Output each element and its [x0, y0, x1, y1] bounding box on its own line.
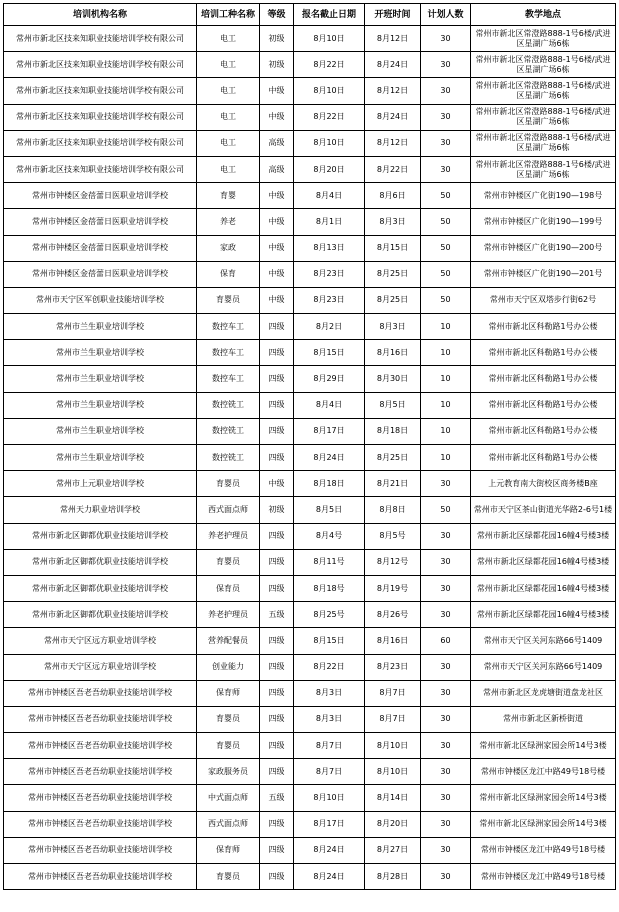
cell-start: 8月3日 — [365, 209, 421, 235]
cell-institution: 常州市新北区技来知职业技能培训学校有限公司 — [4, 26, 197, 52]
cell-location: 常州市天宁区茶山街道光华路2-6号1楼 — [471, 497, 616, 523]
cell-level: 中级 — [260, 287, 294, 313]
cell-planned: 30 — [421, 864, 471, 890]
cell-location: 常州市新北区科勒路1号办公楼 — [471, 418, 616, 444]
cell-trade: 电工 — [197, 156, 260, 182]
cell-institution: 常州市天宁区远方职业培训学校 — [4, 654, 197, 680]
cell-location: 常州市新北区科勒路1号办公楼 — [471, 314, 616, 340]
cell-start: 8月25日 — [365, 445, 421, 471]
cell-level: 四级 — [260, 340, 294, 366]
cell-institution: 常州市兰生职业培训学校 — [4, 366, 197, 392]
cell-trade: 保育 — [197, 261, 260, 287]
cell-level: 中级 — [260, 183, 294, 209]
table-row — [4, 314, 616, 340]
cell-trade: 数控车工 — [197, 366, 260, 392]
cell-deadline: 8月4号 — [294, 523, 365, 549]
table-row — [4, 680, 616, 706]
cell-start: 8月3日 — [365, 314, 421, 340]
cell-planned: 30 — [421, 104, 471, 130]
cell-location: 常州市新北区新桥街道 — [471, 706, 616, 732]
cell-start: 8月14日 — [365, 785, 421, 811]
cell-location: 常州市新北区常澄路888-1号6楼/武进区星湖广场6栋 — [471, 156, 616, 182]
cell-deadline: 8月15日 — [294, 340, 365, 366]
cell-level: 中级 — [260, 261, 294, 287]
cell-level: 四级 — [260, 811, 294, 837]
cell-institution: 常州市新北区技来知职业技能培训学校有限公司 — [4, 104, 197, 130]
cell-deadline: 8月10日 — [294, 130, 365, 156]
cell-institution: 常州市钟楼区金蓓蕾日医职业培训学校 — [4, 209, 197, 235]
cell-institution: 常州市兰生职业培训学校 — [4, 445, 197, 471]
cell-institution: 常州市兰生职业培训学校 — [4, 418, 197, 444]
cell-start: 8月16日 — [365, 340, 421, 366]
table-row — [4, 366, 616, 392]
table-row — [4, 104, 616, 130]
cell-start: 8月6日 — [365, 183, 421, 209]
cell-level: 初级 — [260, 52, 294, 78]
cell-trade: 西式面点师 — [197, 497, 260, 523]
cell-deadline: 8月20日 — [294, 156, 365, 182]
table-row — [4, 811, 616, 837]
table-row — [4, 602, 616, 628]
cell-start: 8月20日 — [365, 811, 421, 837]
cell-institution: 常州市钟楼区吾老吾幼职业技能培训学校 — [4, 864, 197, 890]
cell-level: 高级 — [260, 156, 294, 182]
cell-location: 常州市新北区绿洲家园会所14号3楼 — [471, 785, 616, 811]
cell-planned: 50 — [421, 209, 471, 235]
cell-planned: 30 — [421, 706, 471, 732]
table-row — [4, 706, 616, 732]
cell-location: 常州市新北区绿都花园16幢4号楼3楼 — [471, 549, 616, 575]
cell-start: 8月5号 — [365, 523, 421, 549]
cell-start: 8月12日 — [365, 78, 421, 104]
cell-level: 中级 — [260, 209, 294, 235]
cell-deadline: 8月25号 — [294, 602, 365, 628]
cell-trade: 保育师 — [197, 680, 260, 706]
cell-start: 8月12日 — [365, 130, 421, 156]
cell-deadline: 8月22日 — [294, 52, 365, 78]
table-row — [4, 497, 616, 523]
cell-institution: 常州市钟楼区吾老吾幼职业技能培训学校 — [4, 785, 197, 811]
cell-institution: 常州市天宁区远方职业培训学校 — [4, 628, 197, 654]
cell-deadline: 8月4日 — [294, 183, 365, 209]
cell-level: 高级 — [260, 130, 294, 156]
cell-institution: 常州市新北区技来知职业技能培训学校有限公司 — [4, 156, 197, 182]
table-row — [4, 156, 616, 182]
cell-start: 8月16日 — [365, 628, 421, 654]
cell-level: 四级 — [260, 759, 294, 785]
cell-start: 8月22日 — [365, 156, 421, 182]
table-row — [4, 523, 616, 549]
cell-planned: 50 — [421, 287, 471, 313]
cell-deadline: 8月23日 — [294, 261, 365, 287]
cell-location: 常州市钟楼区广化街190—199号 — [471, 209, 616, 235]
cell-deadline: 8月24日 — [294, 864, 365, 890]
cell-deadline: 8月3日 — [294, 680, 365, 706]
cell-planned: 30 — [421, 549, 471, 575]
cell-deadline: 8月18号 — [294, 575, 365, 601]
cell-level: 四级 — [260, 523, 294, 549]
cell-location: 常州市钟楼区广化街190—201号 — [471, 261, 616, 287]
cell-planned: 50 — [421, 235, 471, 261]
cell-location: 常州市新北区绿都花园16幢4号楼3楼 — [471, 523, 616, 549]
cell-institution: 常州市新北区御都优职业技能培训学校 — [4, 602, 197, 628]
cell-institution: 常州市钟楼区金蓓蕾日医职业培训学校 — [4, 261, 197, 287]
cell-deadline: 8月1日 — [294, 209, 365, 235]
cell-level: 五级 — [260, 785, 294, 811]
cell-deadline: 8月11号 — [294, 549, 365, 575]
header-institution: 培训机构名称 — [4, 4, 197, 26]
cell-planned: 30 — [421, 471, 471, 497]
cell-planned: 10 — [421, 340, 471, 366]
cell-deadline: 8月23日 — [294, 287, 365, 313]
cell-planned: 10 — [421, 445, 471, 471]
cell-trade: 育婴员 — [197, 549, 260, 575]
cell-start: 8月30日 — [365, 366, 421, 392]
cell-trade: 电工 — [197, 26, 260, 52]
cell-location: 常州市新北区常澄路888-1号6楼/武进区星湖广场6栋 — [471, 78, 616, 104]
cell-trade: 电工 — [197, 104, 260, 130]
cell-level: 四级 — [260, 366, 294, 392]
cell-deadline: 8月13日 — [294, 235, 365, 261]
cell-trade: 西式面点师 — [197, 811, 260, 837]
cell-deadline: 8月18日 — [294, 471, 365, 497]
table-row — [4, 418, 616, 444]
cell-level: 四级 — [260, 418, 294, 444]
cell-trade: 电工 — [197, 130, 260, 156]
cell-start: 8月27日 — [365, 837, 421, 863]
cell-institution: 常州市钟楼区吾老吾幼职业技能培训学校 — [4, 733, 197, 759]
header-level: 等级 — [260, 4, 294, 26]
cell-location: 常州市新北区科勒路1号办公楼 — [471, 445, 616, 471]
cell-start: 8月23日 — [365, 654, 421, 680]
cell-location: 常州市天宁区关河东路66号1409 — [471, 654, 616, 680]
cell-start: 8月12日 — [365, 26, 421, 52]
cell-planned: 30 — [421, 680, 471, 706]
cell-planned: 30 — [421, 575, 471, 601]
cell-planned: 50 — [421, 183, 471, 209]
cell-planned: 10 — [421, 418, 471, 444]
table-row — [4, 445, 616, 471]
header-start: 开班时间 — [365, 4, 421, 26]
cell-planned: 30 — [421, 785, 471, 811]
cell-deadline: 8月2日 — [294, 314, 365, 340]
cell-level: 初级 — [260, 497, 294, 523]
cell-institution: 常州市新北区技来知职业技能培训学校有限公司 — [4, 130, 197, 156]
cell-institution: 常州市兰生职业培训学校 — [4, 314, 197, 340]
table-row — [4, 471, 616, 497]
cell-deadline: 8月24日 — [294, 445, 365, 471]
cell-level: 中级 — [260, 78, 294, 104]
table-row — [4, 130, 616, 156]
cell-level: 四级 — [260, 654, 294, 680]
cell-trade: 育婴员 — [197, 733, 260, 759]
header-deadline: 报名截止日期 — [294, 4, 365, 26]
header-planned: 计划人数 — [421, 4, 471, 26]
cell-level: 中级 — [260, 235, 294, 261]
cell-level: 四级 — [260, 706, 294, 732]
cell-trade: 数控铣工 — [197, 445, 260, 471]
cell-institution: 常州市兰生职业培训学校 — [4, 392, 197, 418]
cell-planned: 10 — [421, 314, 471, 340]
cell-location: 常州市新北区绿都花园16幢4号楼3楼 — [471, 602, 616, 628]
cell-deadline: 8月29日 — [294, 366, 365, 392]
cell-start: 8月24日 — [365, 52, 421, 78]
cell-start: 8月18日 — [365, 418, 421, 444]
cell-start: 8月7日 — [365, 680, 421, 706]
cell-level: 四级 — [260, 837, 294, 863]
cell-level: 初级 — [260, 26, 294, 52]
cell-institution: 常州市上元职业培训学校 — [4, 471, 197, 497]
cell-level: 四级 — [260, 680, 294, 706]
table-row — [4, 785, 616, 811]
table-row — [4, 864, 616, 890]
training-schedule-table — [3, 3, 616, 890]
training-schedule-sheet — [3, 3, 616, 890]
table-row — [4, 26, 616, 52]
cell-planned: 10 — [421, 366, 471, 392]
cell-deadline: 8月4日 — [294, 392, 365, 418]
cell-trade: 电工 — [197, 78, 260, 104]
cell-location: 常州市新北区科勒路1号办公楼 — [471, 366, 616, 392]
cell-planned: 30 — [421, 26, 471, 52]
cell-location: 常州市新北区绿洲家园会所14号3楼 — [471, 811, 616, 837]
cell-level: 四级 — [260, 314, 294, 340]
cell-deadline: 8月17日 — [294, 811, 365, 837]
cell-trade: 养老护理员 — [197, 602, 260, 628]
cell-location: 常州市钟楼区广化街190—200号 — [471, 235, 616, 261]
table-row — [4, 759, 616, 785]
table-row — [4, 654, 616, 680]
cell-deadline: 8月24日 — [294, 837, 365, 863]
cell-planned: 30 — [421, 759, 471, 785]
cell-trade: 养老 — [197, 209, 260, 235]
cell-trade: 数控车工 — [197, 314, 260, 340]
table-row — [4, 183, 616, 209]
cell-deadline: 8月5日 — [294, 497, 365, 523]
cell-trade: 保育师 — [197, 837, 260, 863]
cell-start: 8月12号 — [365, 549, 421, 575]
table-row — [4, 549, 616, 575]
cell-location: 常州市新北区科勒路1号办公楼 — [471, 340, 616, 366]
header-trade: 培训工种名称 — [197, 4, 260, 26]
cell-institution: 常州市新北区御都优职业技能培训学校 — [4, 549, 197, 575]
cell-start: 8月25日 — [365, 261, 421, 287]
cell-institution: 常州市钟楼区金蓓蕾日医职业培训学校 — [4, 235, 197, 261]
cell-level: 四级 — [260, 445, 294, 471]
cell-location: 常州市新北区绿洲家园会所14号3楼 — [471, 733, 616, 759]
cell-planned: 50 — [421, 261, 471, 287]
table-row — [4, 837, 616, 863]
table-row — [4, 733, 616, 759]
cell-trade: 营养配餐员 — [197, 628, 260, 654]
header-location: 教学地点 — [471, 4, 616, 26]
cell-institution: 常州市新北区技来知职业技能培训学校有限公司 — [4, 52, 197, 78]
cell-start: 8月26号 — [365, 602, 421, 628]
cell-trade: 创业能力 — [197, 654, 260, 680]
cell-institution: 常州市钟楼区吾老吾幼职业技能培训学校 — [4, 837, 197, 863]
cell-start: 8月19号 — [365, 575, 421, 601]
table-row — [4, 392, 616, 418]
cell-location: 上元教育南大街校区商务楼B座 — [471, 471, 616, 497]
cell-location: 常州市新北区龙虎塘街道盘龙社区 — [471, 680, 616, 706]
cell-planned: 30 — [421, 733, 471, 759]
cell-planned: 30 — [421, 654, 471, 680]
table-row — [4, 209, 616, 235]
cell-level: 四级 — [260, 628, 294, 654]
cell-institution: 常州市兰生职业培训学校 — [4, 340, 197, 366]
cell-planned: 50 — [421, 497, 471, 523]
cell-planned: 10 — [421, 392, 471, 418]
cell-trade: 育婴员 — [197, 471, 260, 497]
cell-institution: 常州市钟楼区吾老吾幼职业技能培训学校 — [4, 680, 197, 706]
cell-trade: 数控铣工 — [197, 392, 260, 418]
cell-trade: 数控车工 — [197, 340, 260, 366]
table-row — [4, 235, 616, 261]
cell-start: 8月21日 — [365, 471, 421, 497]
cell-level: 中级 — [260, 471, 294, 497]
cell-level: 四级 — [260, 575, 294, 601]
table-row — [4, 78, 616, 104]
cell-institution: 常州市新北区技来知职业技能培训学校有限公司 — [4, 78, 197, 104]
cell-trade: 育婴员 — [197, 864, 260, 890]
cell-deadline: 8月15日 — [294, 628, 365, 654]
cell-trade: 育婴员 — [197, 706, 260, 732]
table-row — [4, 52, 616, 78]
cell-planned: 30 — [421, 811, 471, 837]
cell-planned: 30 — [421, 523, 471, 549]
table-row — [4, 628, 616, 654]
cell-institution: 常州市新北区御都优职业技能培训学校 — [4, 523, 197, 549]
cell-location: 常州市天宁区关河东路66号1409 — [471, 628, 616, 654]
cell-location: 常州市天宁区双塔步行街62号 — [471, 287, 616, 313]
cell-planned: 30 — [421, 602, 471, 628]
header-row — [4, 4, 616, 26]
table-row — [4, 287, 616, 313]
cell-level: 四级 — [260, 864, 294, 890]
cell-start: 8月25日 — [365, 287, 421, 313]
cell-trade: 育婴员 — [197, 287, 260, 313]
cell-deadline: 8月7日 — [294, 759, 365, 785]
cell-deadline: 8月10日 — [294, 785, 365, 811]
cell-institution: 常州天力职业培训学校 — [4, 497, 197, 523]
cell-level: 四级 — [260, 392, 294, 418]
cell-deadline: 8月3日 — [294, 706, 365, 732]
cell-level: 五级 — [260, 602, 294, 628]
cell-location: 常州市钟楼区龙江中路49号18号楼 — [471, 864, 616, 890]
cell-planned: 60 — [421, 628, 471, 654]
cell-institution: 常州市钟楼区吾老吾幼职业技能培训学校 — [4, 811, 197, 837]
cell-trade: 家政 — [197, 235, 260, 261]
cell-start: 8月24日 — [365, 104, 421, 130]
cell-deadline: 8月10日 — [294, 78, 365, 104]
cell-location: 常州市钟楼区龙江中路49号18号楼 — [471, 837, 616, 863]
table-row — [4, 575, 616, 601]
cell-location: 常州市新北区常澄路888-1号6楼/武进区星湖广场6栋 — [471, 52, 616, 78]
cell-deadline: 8月17日 — [294, 418, 365, 444]
table-row — [4, 340, 616, 366]
cell-planned: 30 — [421, 78, 471, 104]
cell-start: 8月15日 — [365, 235, 421, 261]
cell-start: 8月28日 — [365, 864, 421, 890]
cell-location: 常州市钟楼区广化街190—198号 — [471, 183, 616, 209]
cell-start: 8月8日 — [365, 497, 421, 523]
cell-start: 8月10日 — [365, 759, 421, 785]
cell-institution: 常州市新北区御都优职业技能培训学校 — [4, 575, 197, 601]
cell-deadline: 8月10日 — [294, 26, 365, 52]
table-row — [4, 261, 616, 287]
cell-trade: 数控铣工 — [197, 418, 260, 444]
cell-planned: 30 — [421, 156, 471, 182]
cell-trade: 养老护理员 — [197, 523, 260, 549]
cell-institution: 常州市钟楼区吾老吾幼职业技能培训学校 — [4, 759, 197, 785]
cell-location: 常州市新北区常澄路888-1号6楼/武进区星湖广场6栋 — [471, 130, 616, 156]
cell-location: 常州市新北区常澄路888-1号6楼/武进区星湖广场6栋 — [471, 26, 616, 52]
cell-deadline: 8月22日 — [294, 104, 365, 130]
cell-institution: 常州市天宁区军创职业技能培训学校 — [4, 287, 197, 313]
cell-start: 8月10日 — [365, 733, 421, 759]
cell-trade: 电工 — [197, 52, 260, 78]
cell-trade: 育婴 — [197, 183, 260, 209]
cell-location: 常州市新北区绿都花园16幢4号楼3楼 — [471, 575, 616, 601]
cell-institution: 常州市钟楼区吾老吾幼职业技能培训学校 — [4, 706, 197, 732]
cell-start: 8月5日 — [365, 392, 421, 418]
cell-level: 中级 — [260, 104, 294, 130]
cell-level: 四级 — [260, 549, 294, 575]
cell-start: 8月7日 — [365, 706, 421, 732]
cell-trade: 保育员 — [197, 575, 260, 601]
cell-deadline: 8月7日 — [294, 733, 365, 759]
cell-planned: 30 — [421, 52, 471, 78]
cell-location: 常州市钟楼区龙江中路49号18号楼 — [471, 759, 616, 785]
cell-planned: 30 — [421, 130, 471, 156]
cell-trade: 中式面点师 — [197, 785, 260, 811]
table-body — [4, 26, 616, 890]
cell-trade: 家政服务员 — [197, 759, 260, 785]
cell-institution: 常州市钟楼区金蓓蕾日医职业培训学校 — [4, 183, 197, 209]
cell-deadline: 8月22日 — [294, 654, 365, 680]
cell-location: 常州市新北区科勒路1号办公楼 — [471, 392, 616, 418]
cell-level: 四级 — [260, 733, 294, 759]
cell-location: 常州市新北区常澄路888-1号6楼/武进区星湖广场6栋 — [471, 104, 616, 130]
cell-planned: 30 — [421, 837, 471, 863]
